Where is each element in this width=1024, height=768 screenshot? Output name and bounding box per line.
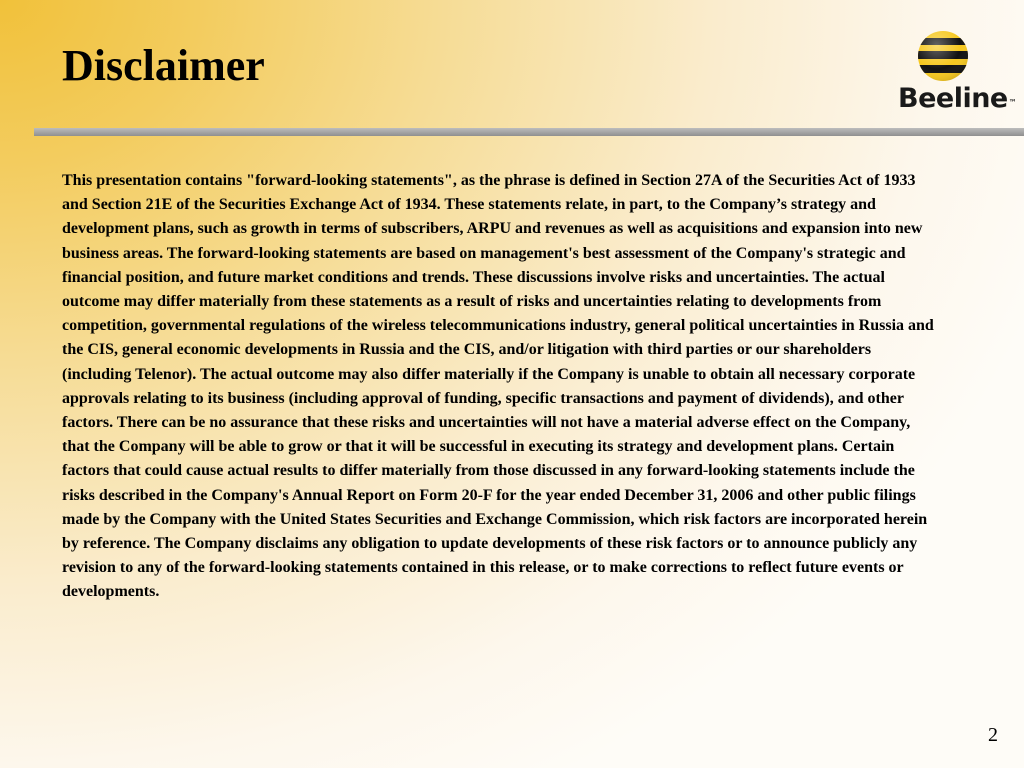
disclaimer-text: This presentation contains "forward-looking statements", as the phrase is defined in Section 27A of the Securities Act of 1933 and Section 21E of the Securities Exchange Act of 1934. These statements relate, in part, to the Company’s strategy and development plans, such as growth in terms of subscribers, ARPU and revenues as well as acquisitions and expansion into new business areas. The forward-looking statements are based on management's best assessment of the Company's strategic and financial position, and future market conditions and trends. These discussions involve risks and uncertainties. The actual outcome may differ materially from these statements as a result of risks and uncertainties relating to developments from competition, governmental regulations of the wireless telecommunications industry, general political uncertainties in Russia and the CIS, general economic developments in Russia and the CIS, and/or litigation with third parties or our shareholders (including Telenor). The actual outcome may also differ materially if the Company is unable to obtain all necessary corporate approvals relating to its business (including approval of funding, specific transactions and payment of dividends), and other factors. There can be no assurance that these risks and uncertainties will not have a material adverse effect on the Company, that the Company will be able to grow or that it will be successful in executing its strategy and development plans. Certain factors that could cause actual results to differ materially from those discussed in any forward-looking statements include the risks described in the Company's Annual Report on Form 20-F for the year ended December 31, 2006 and other public filings made by the Company with the United States Securities and Exchange Commission, which risk factors are incorporated herein by reference. The Company disclaims any obligation to update developments of these risk factors or to announce publicly any revision to any of the forward-looking statements contained in this release, or to make corrections to reflect future events or developments. — [62, 172, 934, 601]
brand-wordmark: Beeline — [898, 83, 1008, 114]
brand-name — [898, 82, 1016, 116]
slide-title: Disclaimer — [62, 41, 265, 90]
beeline-striped-ball-icon — [917, 30, 969, 82]
page-number: 2 — [988, 724, 998, 746]
header-divider — [34, 128, 1024, 136]
trademark-symbol: ™ — [1008, 98, 1017, 107]
beeline-logo — [898, 30, 1017, 116]
